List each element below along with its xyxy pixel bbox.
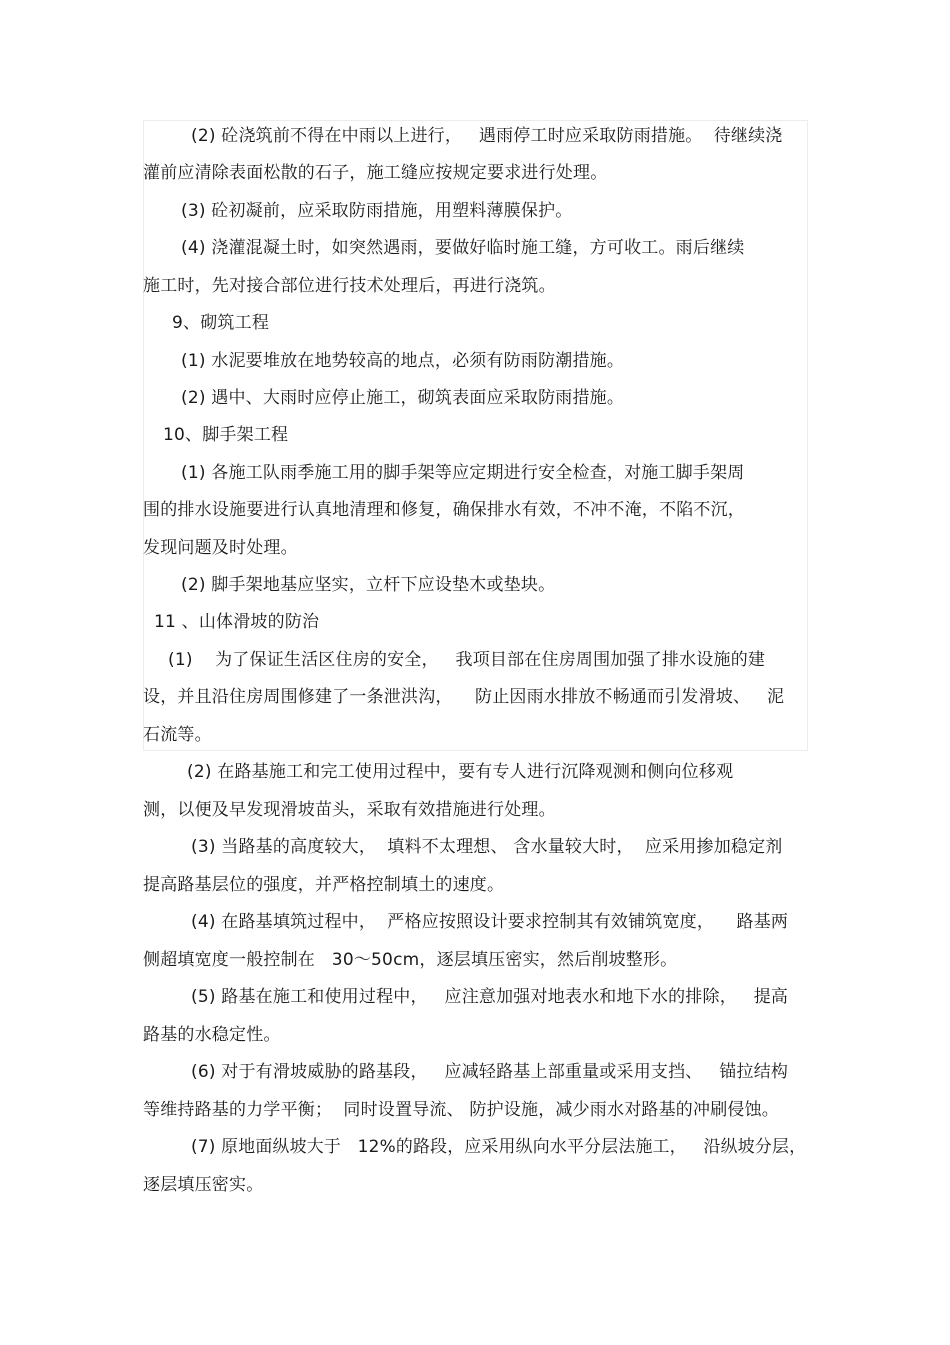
text-line: (1) 水泥要堆放在地势较高的地点，必须有防雨防潮措施。 (181, 351, 625, 371)
text-line: (2) 砼浇筑前不得在中雨以上进行， 遇雨停工时应采取防雨措施。 待继续浇 (191, 126, 783, 146)
section-heading: 11 、山体滑坡的防治 (154, 612, 320, 632)
text-line: (2) 遇中、大雨时应停止施工，砌筑表面应采取防雨措施。 (181, 388, 625, 408)
section-heading: 9、砌筑工程 (172, 313, 270, 333)
text-line: 石流等。 (143, 725, 212, 745)
text-line: (1) 为了保证生活区住房的安全， 我项目部在住房周围加强了排水设施的建 (168, 650, 766, 670)
text-line: (1) 各施工队雨季施工用的脚手架等应定期进行安全检查，对施工脚手架周 (181, 463, 745, 483)
section-heading: 10、脚手架工程 (163, 425, 289, 445)
text-line: (7) 原地面纵坡大于 12%的路段，应采用纵向水平分层法施工， 沿纵坡分层， (191, 1137, 807, 1157)
text-line: 设，并且沿住房周围修建了一条泄洪沟， 防止因雨水排放不畅通而引发滑坡、 泥 (143, 687, 785, 707)
text-line: (6) 对于有滑坡威胁的路基段， 应减轻路基上部重量或采用支挡、 锚拉结构 (191, 1062, 789, 1082)
text-line: (2) 脚手架地基应坚实，立杆下应设垫木或垫块。 (181, 575, 556, 595)
text-line: 灌前应清除表面松散的石子，施工缝应按规定要求进行处理。 (143, 163, 608, 183)
text-line: 路基的水稳定性。 (143, 1025, 281, 1045)
text-line: 提高路基层位的强度，并严格控制填土的速度。 (143, 875, 505, 895)
text-line: 逐层填压密实。 (143, 1175, 264, 1195)
text-line: (4) 浇灌混凝土时，如突然遇雨，要做好临时施工缝，方可收工。雨后继续 (181, 238, 745, 258)
text-line: 围的排水设施要进行认真地清理和修复，确保排水有效，不冲不淹，不陷不沉， (143, 500, 745, 520)
text-line: 施工时，先对接合部位进行技术处理后，再进行浇筑。 (143, 276, 556, 296)
text-line: 测，以便及早发现滑坡苗头，采取有效措施进行处理。 (143, 800, 556, 820)
text-line: 发现问题及时处理。 (143, 538, 298, 558)
text-line: (3) 砼初凝前，应采取防雨措施，用塑料薄膜保护。 (181, 201, 573, 221)
text-line: (4) 在路基填筑过程中， 严格应按照设计要求控制其有效铺筑宽度， 路基两 (191, 912, 789, 932)
text-line: (5) 路基在施工和使用过程中， 应注意加强对地表水和地下水的排除， 提高 (191, 987, 789, 1007)
text-line: 侧超填宽度一般控制在 30～50cm，逐层填压密实，然后削坡整形。 (143, 950, 678, 970)
text-line: 等维持路基的力学平衡； 同时设置导流、 防护设施，减少雨水对路基的冲刷侵蚀。 (143, 1100, 780, 1120)
text-line: (2) 在路基施工和完工使用过程中，要有专人进行沉降观测和侧向位移观 (187, 762, 734, 782)
text-line: (3) 当路基的高度较大， 填料不太理想、 含水量较大时， 应采用掺加稳定剂 (191, 837, 783, 857)
